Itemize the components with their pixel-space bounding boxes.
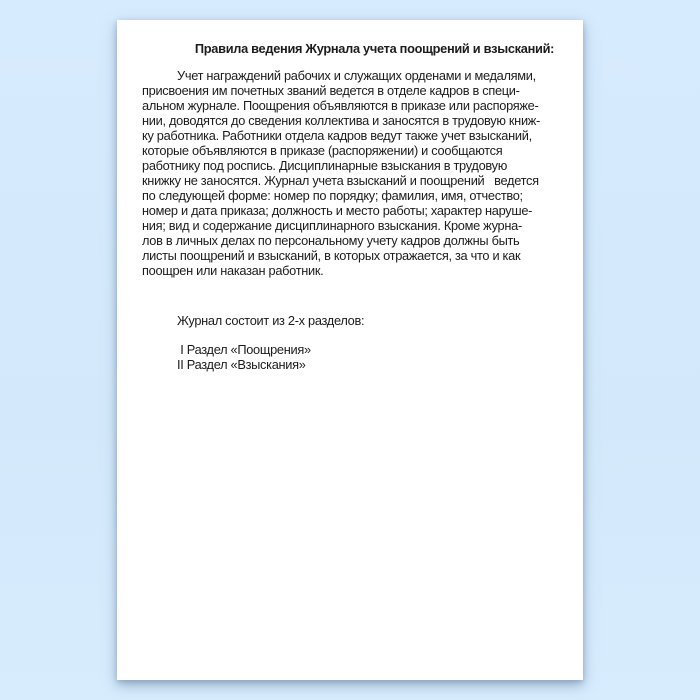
paragraph-line: Учет награждений рабочих и служащих орденами и медалями, xyxy=(177,68,536,83)
document-title: Правила ведения Журнала учета поощрений и взысканий: xyxy=(194,41,555,56)
main-paragraph xyxy=(142,68,559,278)
section-item-penalties: II Раздел «Взыскания» xyxy=(177,357,306,372)
paragraph-line: нии, доводятся до сведения коллектива и заносятся в трудовую книж- xyxy=(142,113,541,128)
paragraph-line: альном журнале. Поощрения объявляются в приказе или распоряже- xyxy=(142,98,539,113)
paragraph-line: работнику под роспись. Дисциплинарные взыскания в трудовую xyxy=(142,158,507,173)
document-page xyxy=(117,20,583,680)
paragraph-line: поощрен или наказан работник. xyxy=(142,263,324,278)
paragraph-line: книжку не заносятся. Журнал учета взысканий и поощрений ведется xyxy=(142,173,539,188)
paragraph-line: которые объявляются в приказе (распоряжении) и сообщаются xyxy=(142,143,503,158)
paragraph-line: ку работника. Работники отдела кадров ведут также учет взысканий, xyxy=(142,128,532,143)
paragraph-line: по следующей форме: номер по порядку; фамилия, имя, отчество; xyxy=(142,188,523,203)
sections-list xyxy=(142,342,559,372)
section-item-incentives: I Раздел «Поощрения» xyxy=(177,342,311,357)
paragraph-line: ния; вид и содержание дисциплинарного взыскания. Кроме журна- xyxy=(142,218,522,233)
paragraph-line: номер и дата приказа; должность и место работы; характер наруше- xyxy=(142,203,533,218)
paragraph-line: лов в личных делах по персональному учету кадров должны быть xyxy=(142,233,520,248)
sections-intro: Журнал состоит из 2-х разделов: xyxy=(177,313,365,328)
document-content xyxy=(142,41,559,372)
paragraph-line: листы поощрений и взысканий, в которых отражается, за что и как xyxy=(142,248,521,263)
paragraph-line: присвоения им почетных званий ведется в отделе кадров в специ- xyxy=(142,83,520,98)
